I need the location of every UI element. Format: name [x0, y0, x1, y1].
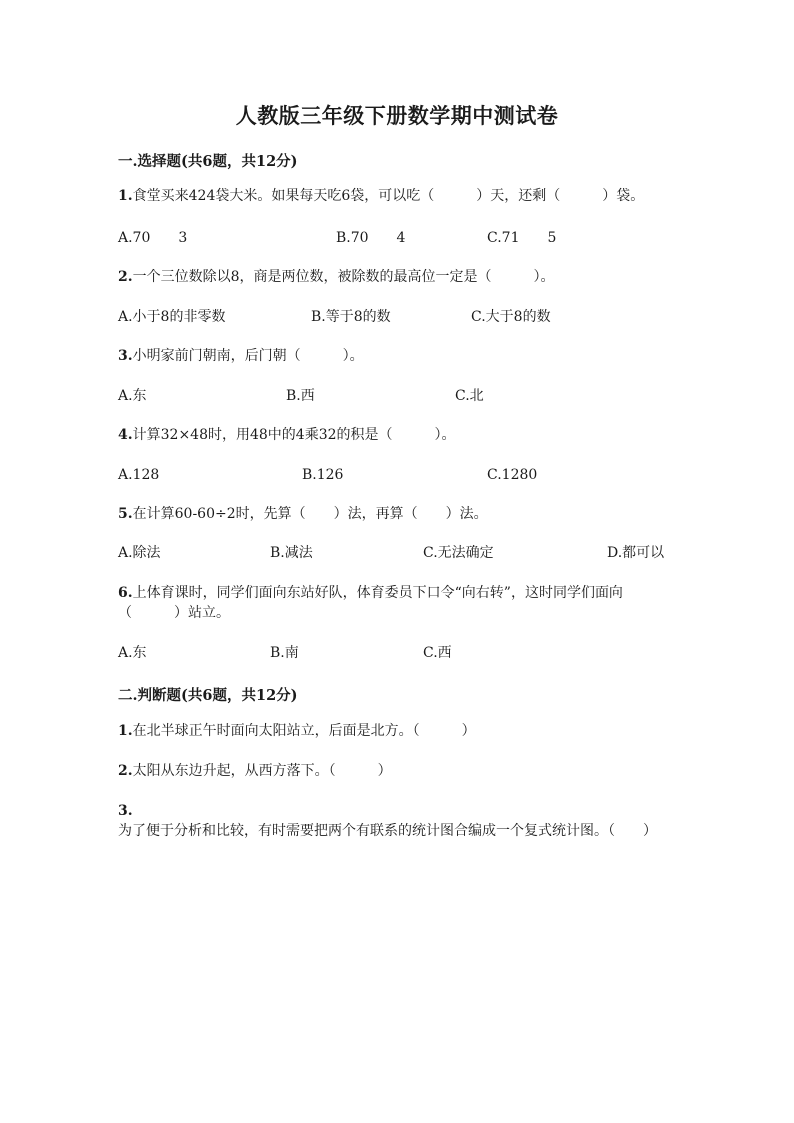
option-b: B.西 — [286, 388, 315, 404]
option-a: A.东 — [118, 645, 147, 661]
question-judgment-1 — [118, 721, 678, 741]
question-text: 上体育课时，同学们面向东站好队，体育委员下口令“向右转”，这时同学们面向（ ）站立。 — [118, 585, 623, 621]
option-c: C.无法确定 — [423, 545, 494, 561]
section-heading-choice: 一.选择题(共6题，共12分) — [118, 153, 298, 170]
question-text: 在计算60-60÷2时，先算（ ）法，再算（ ）法。 — [132, 506, 488, 522]
question-number: 6. — [118, 585, 133, 601]
question-text: 小明家前门朝南，后门朝（ ）。 — [132, 348, 364, 364]
question-choice-3 — [118, 346, 678, 366]
option-a: A.除法 — [118, 545, 161, 561]
option-b: B.减法 — [270, 545, 313, 561]
section-heading-judgment: 二.判断题(共6题，共12分) — [118, 687, 298, 704]
option-c: C.71 5 — [487, 230, 557, 246]
question-choice-4 — [118, 425, 678, 445]
option-b: B.126 — [302, 467, 344, 483]
option-a: A.东 — [118, 388, 147, 404]
question-choice-2 — [118, 267, 678, 287]
option-a: A.128 — [118, 467, 160, 483]
question-number: 3. — [118, 803, 133, 819]
question-choice-5 — [118, 504, 678, 524]
question-number: 2. — [118, 269, 133, 285]
question-number: 1. — [118, 188, 133, 204]
question-text: 太阳从东边升起，从西方落下。（ ） — [132, 763, 392, 779]
question-number: 2. — [118, 763, 133, 779]
option-d: D.都可以 — [607, 545, 665, 561]
question-number: 1. — [118, 723, 133, 739]
question-text: 食堂买来424袋大米。如果每天吃6袋，可以吃（ ）天，还剩（ ）袋。 — [132, 188, 645, 204]
option-c: C.大于8的数 — [471, 309, 551, 325]
question-choice-6 — [118, 583, 666, 623]
question-text: 计算32×48时，用48中的4乘32的积是（ ）。 — [132, 427, 456, 443]
question-judgment-2 — [118, 761, 678, 781]
question-judgment-3 — [118, 801, 670, 841]
option-b: B.南 — [270, 645, 299, 661]
option-a: A.70 3 — [118, 230, 188, 246]
question-number: 5. — [118, 506, 133, 522]
question-text: 在北半球正午时面向太阳站立，后面是北方。（ ） — [132, 723, 476, 739]
option-c: C.1280 — [487, 467, 538, 483]
option-b: B.等于8的数 — [311, 309, 391, 325]
question-choice-1 — [118, 186, 678, 206]
page-title: 人教版三年级下册数学期中测试卷 — [235, 103, 559, 128]
question-text: 为了便于分析和比较，有时需要把两个有联系的统计图合编成一个复式统计图。（ ） — [118, 823, 657, 839]
question-number: 4. — [118, 427, 133, 443]
question-text: 一个三位数除以8，商是两位数，被除数的最高位一定是（ ）。 — [132, 269, 555, 285]
option-b: B.70 4 — [336, 230, 406, 246]
option-c: C.北 — [455, 388, 484, 404]
option-a: A.小于8的非零数 — [118, 309, 226, 325]
question-number: 3. — [118, 348, 133, 364]
option-c: C.西 — [423, 645, 452, 661]
